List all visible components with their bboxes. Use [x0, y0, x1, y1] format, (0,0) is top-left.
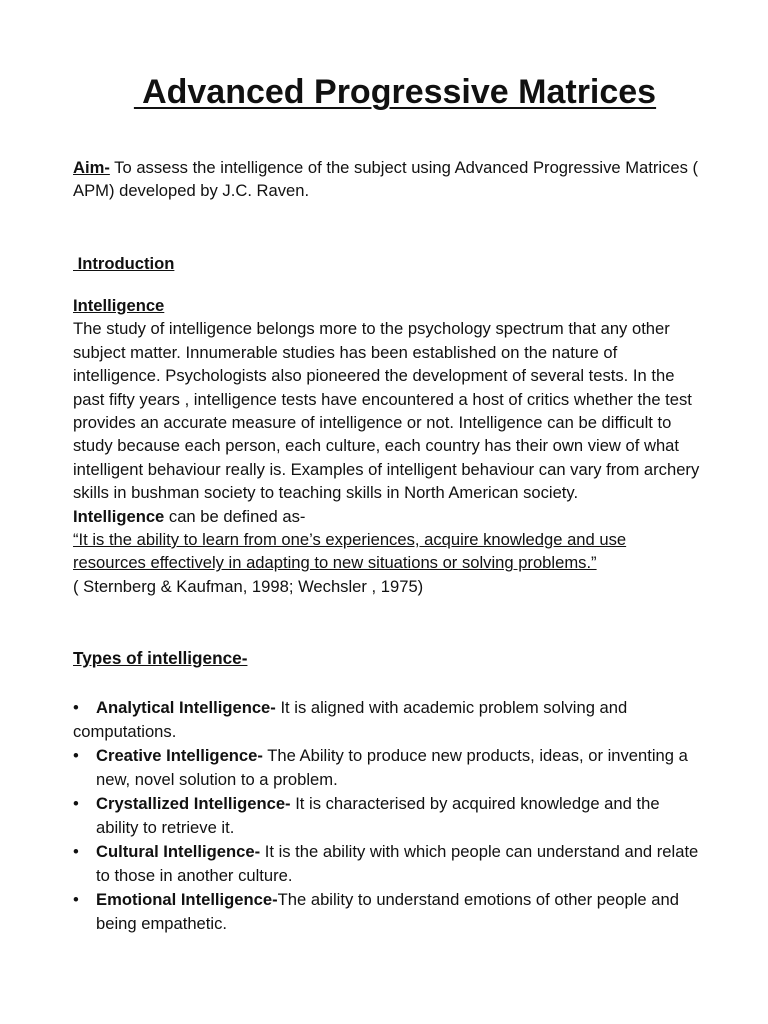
intelligence-section: [73, 294, 703, 598]
introduction-heading: Introduction: [73, 254, 175, 273]
type-term: Emotional Intelligence-: [96, 890, 278, 910]
definition-lead: can be defined as-: [164, 506, 306, 526]
types-list: [73, 696, 703, 936]
type-description: It is aligned with academic problem solving and: [275, 698, 628, 717]
list-item: [73, 696, 703, 720]
type-term: Crystallized Intelligence-: [96, 794, 291, 814]
list-item: [73, 888, 703, 936]
intelligence-paragraph: The study of intelligence belongs more to the psychology spectrum that any other subject matter. Innumerable studies has been established on the nature of intelligence. Psychologists also pioneered the development of several tests. In the past fifty years , intelligence tests have encountered a host of critics whether the test provides an accurate measure of intelligence or not. Intelligence can be difficult to study because each person, each culture, each country has their own view of what intelligent behaviour really is. Examples of intelligent behaviour can vary from archery skills in bushman society to teaching skills in North American society.: [73, 319, 700, 503]
aim-text: To assess the intelligence of the subject using Advanced Progressive Matrices ( APM) developed by J.C. Raven.: [73, 158, 699, 201]
type-description: The Ability to produce new products, ideas, or inventing a new, novel solution to a problem.: [96, 746, 688, 789]
list-item: [73, 744, 703, 792]
type-description: The ability to understand emotions of other people and being empathetic.: [96, 890, 679, 934]
definition-citation: ( Sternberg & Kaufman, 1998; Wechsler , 1975): [73, 576, 424, 596]
definition-quote: “It is the ability to learn from one’s experiences, acquire knowledge and use resources effectively in adapting to new situations or solving problems.”: [73, 530, 627, 573]
intelligence-heading: Intelligence: [73, 296, 165, 315]
type-term: Creative Intelligence-: [96, 746, 263, 766]
type-description: It is characterised by acquired knowledge and the ability to retrieve it.: [96, 794, 660, 837]
bullet-icon: •: [73, 842, 79, 862]
definition-line: [73, 505, 703, 528]
aim-label: Aim-: [73, 158, 110, 177]
type-term: Analytical Intelligence-: [96, 698, 276, 717]
bullet-icon: •: [73, 746, 79, 766]
type-description: It is the ability with which people can understand and relate to those in another culture.: [96, 842, 699, 886]
type-description-continued: computations.: [73, 721, 177, 741]
list-item: [73, 720, 703, 744]
document-title: Advanced Progressive Matrices: [133, 73, 657, 111]
list-item: [73, 792, 703, 840]
definition-term: Intelligence: [73, 506, 165, 526]
list-item: [73, 840, 703, 888]
bullet-icon: •: [73, 890, 79, 910]
type-term: Cultural Intelligence-: [96, 842, 261, 862]
bullet-icon: •: [73, 794, 79, 814]
aim-section: [73, 156, 703, 203]
bullet-icon: •: [73, 698, 79, 717]
types-heading: Types of intelligence-: [73, 648, 248, 668]
